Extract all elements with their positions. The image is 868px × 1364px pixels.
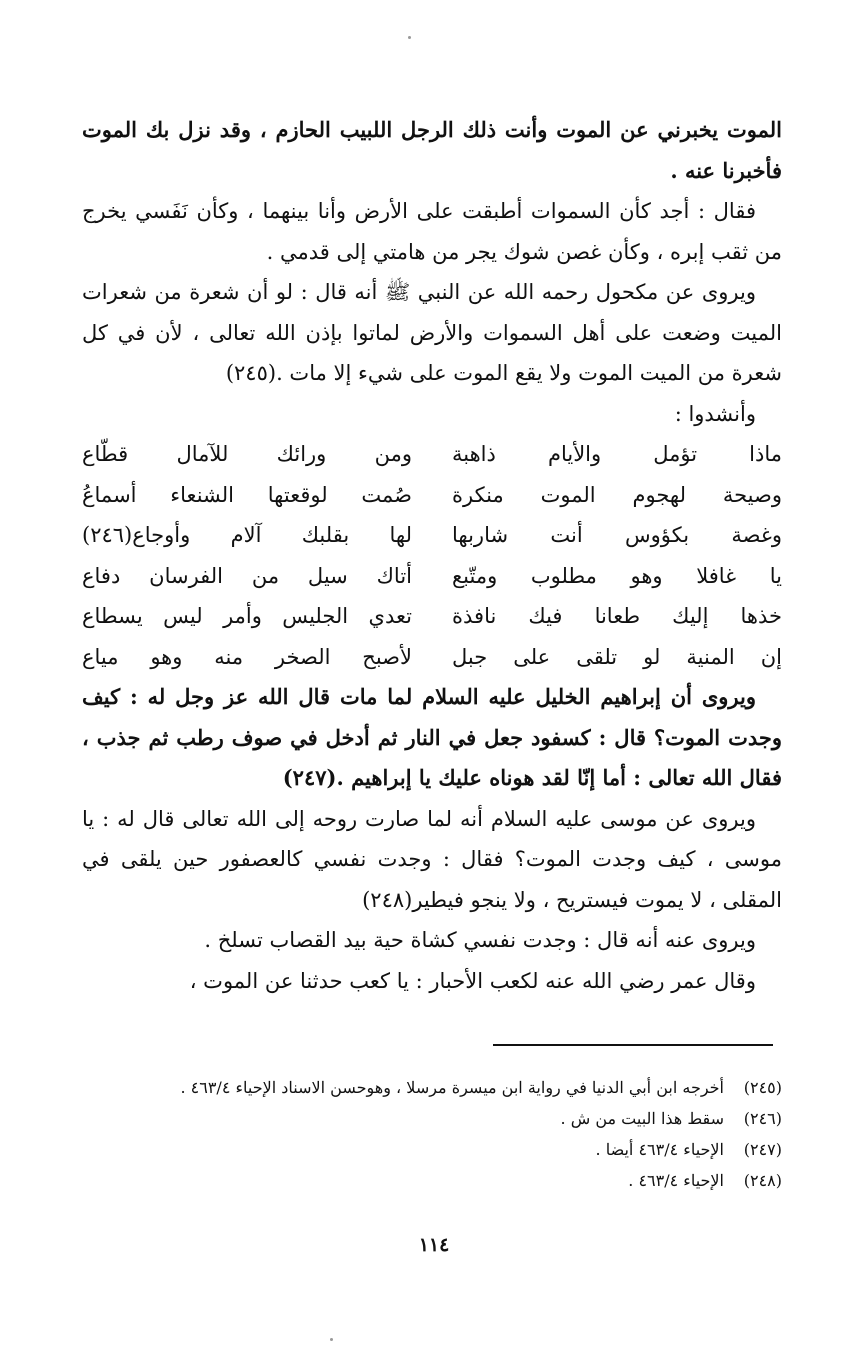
verse-second-hemistich: تعدي الجليس وأمر ليس يسطاع — [82, 604, 412, 628]
verse-first-hemistich: وغصة بكؤوس أنت شاربها — [452, 523, 782, 547]
footnote — [82, 1165, 782, 1196]
verse-first-hemistich: خذها إليك طعانا فيك نافذة — [452, 604, 782, 628]
verse-first-hemistich: يا غافلا وهو مطلوب ومتّبع — [452, 563, 782, 588]
paragraph: فقال : أجد كأن السموات أطبقت على الأرض وأنا بينهما ، وكأن نَفَسي يخرج من ثقب إبره ، وكأن غصن شوك يجر من هامتي إلى قدمي . — [82, 199, 782, 264]
verse-second-hemistich: لأصبح الصخر منه وهو مياع — [82, 644, 412, 669]
footnote — [82, 1072, 782, 1103]
poem-verse — [82, 596, 782, 637]
poem-verse — [82, 434, 782, 475]
footnote-text: الإحياء ٤٦٣/٤ أيضا . — [595, 1140, 724, 1159]
paragraph: وقال عمر رضي الله عنه لكعب الأحبار : يا كعب حدثنا عن الموت ، — [189, 968, 756, 993]
paragraph: ويروى عن مكحول رحمه الله عن النبي ﷺ أنه قال : لو أن شعرة من شعرات الميت وضعت على أهل السموات والأرض لماتوا بإذن الله تعالى ، لأن في كل شعرة من الميت الموت ولا يقع الموت على شيء إلا مات .(٢٤٥) — [82, 280, 782, 385]
verse-second-hemistich: ومن ورائك للآمال قطّاع — [82, 442, 412, 466]
paragraph: ويروى أن إبراهيم الخليل عليه السلام لما مات قال الله عز وجل له : كيف وجدت الموت؟ قال : كسفود جعل في النار ثم أدخل في صوف رطب ثم جذب ، فقال الله تعالى : أما إنّا لقد هوناه عليك يا إبراهيم .(٢٤٧) — [82, 684, 782, 790]
footnote-text: أخرجه ابن أبي الدنيا في رواية ابن ميسرة مرسلا ، وهوحسن الاسناد الإحياء ٤٦٣/٤ . — [180, 1078, 724, 1097]
verse-first-hemistich: ماذا تؤمل والأيام ذاهبة — [452, 442, 782, 466]
main-text — [82, 110, 782, 1001]
paragraphs-after-poem — [82, 677, 782, 1001]
footnote-divider — [493, 1044, 773, 1046]
paragraphs-before-poem — [82, 110, 782, 394]
poem — [82, 434, 782, 677]
footnotes — [82, 1072, 782, 1196]
verse-second-hemistich: صُمت لوقعتها الشنعاء أسماعُ — [82, 482, 412, 507]
poem-verse — [82, 475, 782, 516]
footnote-number: (٢٤٦) — [743, 1109, 782, 1128]
footnote-number: (٢٤٨) — [743, 1171, 782, 1190]
scan-speck — [330, 1338, 333, 1341]
footnote — [82, 1103, 782, 1134]
verse-second-hemistich: أتاك سيل من الفرسان دفاع — [82, 563, 412, 588]
verse-second-hemistich: لها بقلبك آلام وأوجاع(٢٤٦) — [82, 523, 412, 547]
footnote-number: (٢٤٥) — [743, 1078, 782, 1097]
poem-verse — [82, 515, 782, 556]
footnote-text: سقط هذا البيت من ش . — [560, 1109, 724, 1128]
footnote-text: الإحياء ٤٦٣/٤ . — [628, 1171, 724, 1190]
verse-first-hemistich: وصيحة لهجوم الموت منكرة — [452, 482, 782, 507]
page-number: ١١٤ — [418, 1234, 450, 1256]
footnote-number: (٢٤٧) — [743, 1140, 782, 1159]
paragraph: ويروى عن موسى عليه السلام أنه لما صارت روحه إلى الله تعالى قال له : يا موسى ، كيف وجدت الموت؟ فقال : وجدت نفسي كالعصفور حين يلقى في المقلى ، لا يموت فيستريح ، ولا ينجو فيطير(٢٤٨) — [82, 806, 782, 912]
footnote — [82, 1134, 782, 1165]
paragraph: الموت يخبرني عن الموت وأنت ذلك الرجل اللبيب الحازم ، وقد نزل بك الموت فأخبرنا عنه . — [82, 117, 782, 183]
scan-speck — [408, 36, 411, 39]
poem-intro: وأنشدوا : — [674, 401, 756, 426]
poem-verse — [82, 556, 782, 597]
paragraph: ويروى عنه أنه قال : وجدت نفسي كشاة حية بيد القصاب تسلخ . — [204, 928, 756, 952]
poem-verse — [82, 637, 782, 678]
verse-first-hemistich: إن المنية لو تلقى على جبل — [452, 644, 782, 669]
